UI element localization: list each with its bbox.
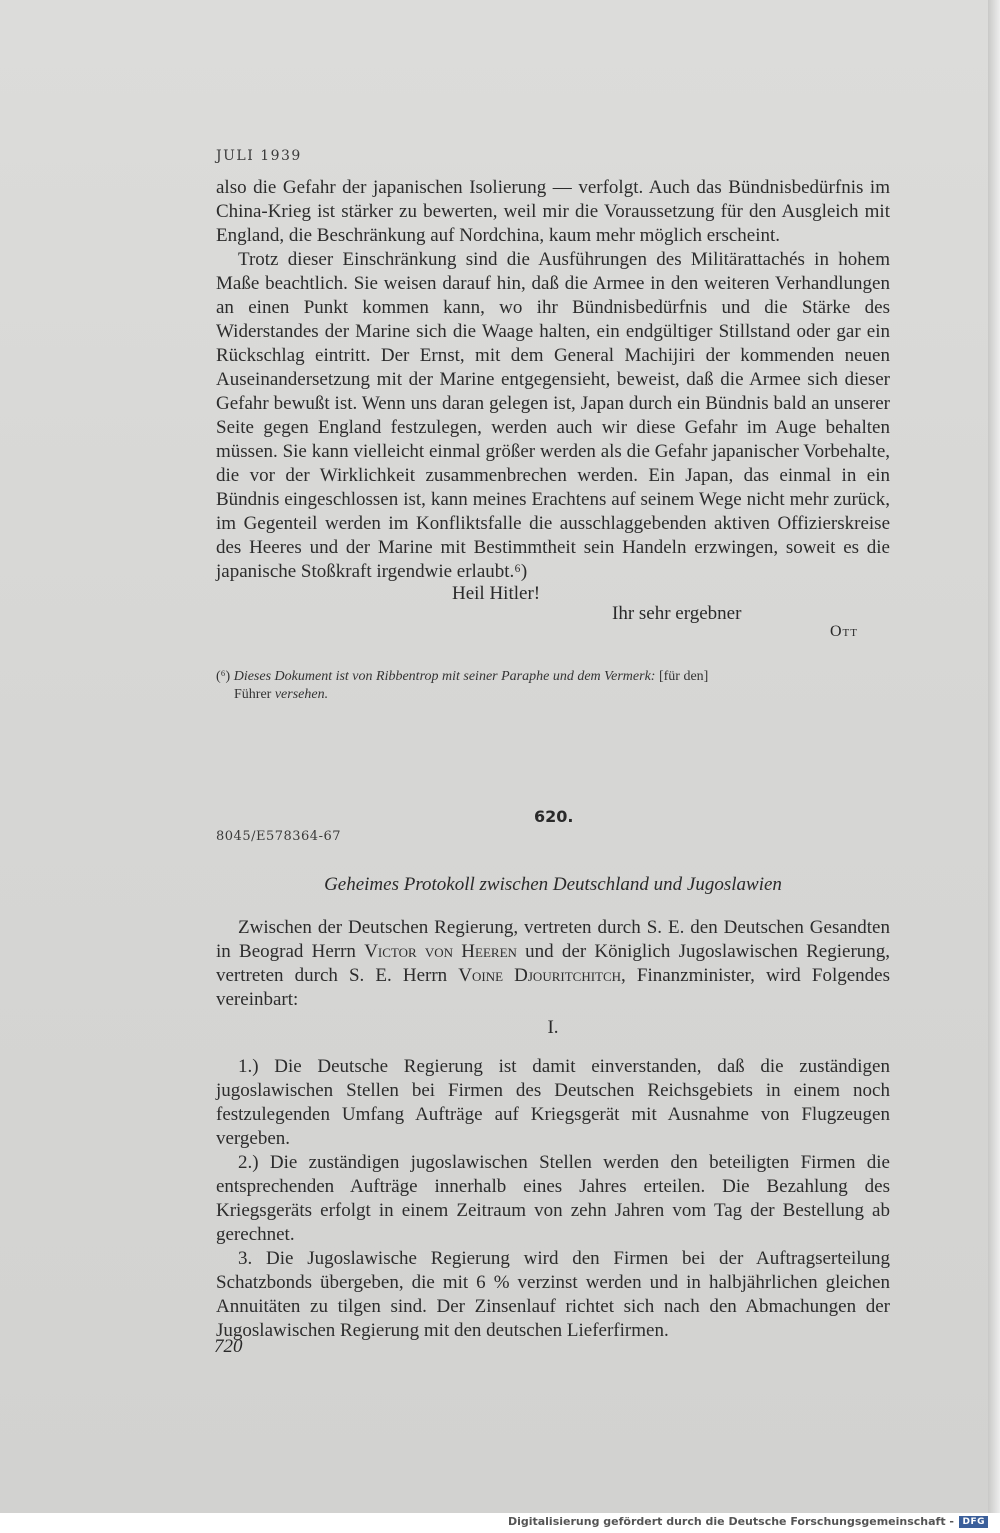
dfg-logo-icon[interactable]: DFG [959, 1516, 988, 1528]
footnote-bracket: [für den] [658, 669, 709, 684]
footer-bar [0, 1513, 1000, 1533]
running-head: JULI 1939 [216, 148, 302, 164]
footnote [216, 668, 890, 704]
footnote-roman-word: Führer [234, 687, 272, 702]
footnote-text-a: Dieses Dokument ist von Ribbentrop mit seiner Paraphe und dem Vermerk: [233, 669, 656, 684]
file-reference: 8045/E578364-67 [216, 829, 342, 844]
preamble-part-b: und der Königlich Jugoslawischen Regierung, vertreten durch S. E. Herrn [216, 941, 891, 986]
footer-credit: Digitalisierung gefördert durch die Deutsche Forschungsgemeinschaft - [507, 1515, 954, 1528]
page-number: 720 [214, 1336, 243, 1357]
section-number: I. [547, 1017, 559, 1038]
preamble-part-a: Zwischen der Deutschen Regierung, vertreten durch S. E. den Deutschen Gesandten in Beograd Herrn [216, 917, 890, 962]
page-edge [988, 0, 1000, 1533]
document-number: 620. [534, 807, 574, 826]
footnote-marker: (⁶) [216, 669, 231, 684]
closing: Ihr sehr ergebner [612, 603, 742, 624]
clause-1: 1.) Die Deutsche Regierung ist damit einverstanden, daß die zuständigen jugoslawischen Stellen bei Firmen des Deutschen Reichsgebiets in einem noch festzulegenden Umfang Aufträge auf Kriegsgerät mit Ausnahme von Flugzeugen vergeben. [216, 1056, 890, 1149]
clauses [216, 1055, 890, 1343]
signer-name: Ott [830, 623, 858, 640]
preamble-part-c: , Finanzminister, wird Folgendes vereinbart: [216, 965, 891, 1010]
person-name-heeren: Victor von Heeren [364, 941, 517, 962]
clause-3: 3. Die Jugoslawische Regierung wird den Firmen bei der Auftragserteilung Schatzbonds übergeben, die mit 6 % verzinst werden und in halbjährlichen gleichen Annuitäten zu tilgen sind. Der Zinsenlauf richtet sich nach den Abmachungen der Jugoslawischen Regierung mit den deutschen Lieferfirmen. [216, 1248, 890, 1341]
preamble [216, 916, 890, 1012]
footnote-text-b: versehen. [274, 687, 329, 702]
salutation: Heil Hitler! [452, 583, 541, 604]
document-title: Geheimes Protokoll zwischen Deutschland und Jugoslawien [324, 874, 782, 895]
letter-body [216, 176, 890, 584]
clause-2: 2.) Die zuständigen jugoslawischen Stellen werden den beteiligten Firmen die entsprechenden Aufträge innerhalb eines Jahres erteilen. Die Bezahlung des Kriegsgeräts erfolgt in einem Zeitraum von zehn Jahren vom Tag der Bestellung ab gerechnet. [216, 1152, 890, 1245]
preamble-paragraph [216, 916, 890, 1012]
letter-continuation: also die Gefahr der japanischen Isolierung — verfolgt. Auch das Bündnisbedürfnis im China-Krieg ist stärker zu bewerten, weil mir die Voraussetzung für den Ausgleich mit England, die Beschränkung auf Nordchina, kaum mehr möglich erscheint. [216, 177, 890, 246]
letter-paragraph: Trotz dieser Einschränkung sind die Ausführungen des Militärattachés in hohem Maße beachtlich. Sie weisen darauf hin, daß die Armee in den weiteren Verhandlungen an einen Punkt kommen kann, wo ihr Bündnisbedürfnis und die Stärke des Widerstandes der Marine sich die Waage halten, ein endgültiger Stillstand oder gar ein Rückschlag eintritt. Der Ernst, mit dem General Machijiri der kommenden neuen Auseinandersetzung mit der Marine entgegensieht, beweist, daß die Armee sich dieser Gefahr bewußt ist. Wenn uns daran gelegen ist, Japan durch ein Bündnis bald an unserer Seite gegen England festzulegen, werden auch wir diese Gefahr im Auge behalten müssen. Sie kann vielleicht einmal größer werden als die Gefahr japanischer Vorbehalte, die vor der Wirklichkeit zusammenbrechen werden. Ein Japan, das einmal in ein Bündnis eingeschlossen ist, kann meines Erachtens auf seinem Wege nicht mehr zurück, im Gegenteil werden im Konfliktsfalle die ausschlaggebenden aktiven Offizierskreise des Heeres und der Marine mit Bestimmtheit sein Handeln erzwingen, soweit es die japanische Stoßkraft irgendwie erlaubt.⁶) [216, 249, 890, 582]
person-name-djouritchitch: Voine Djouritchitch [458, 965, 622, 986]
